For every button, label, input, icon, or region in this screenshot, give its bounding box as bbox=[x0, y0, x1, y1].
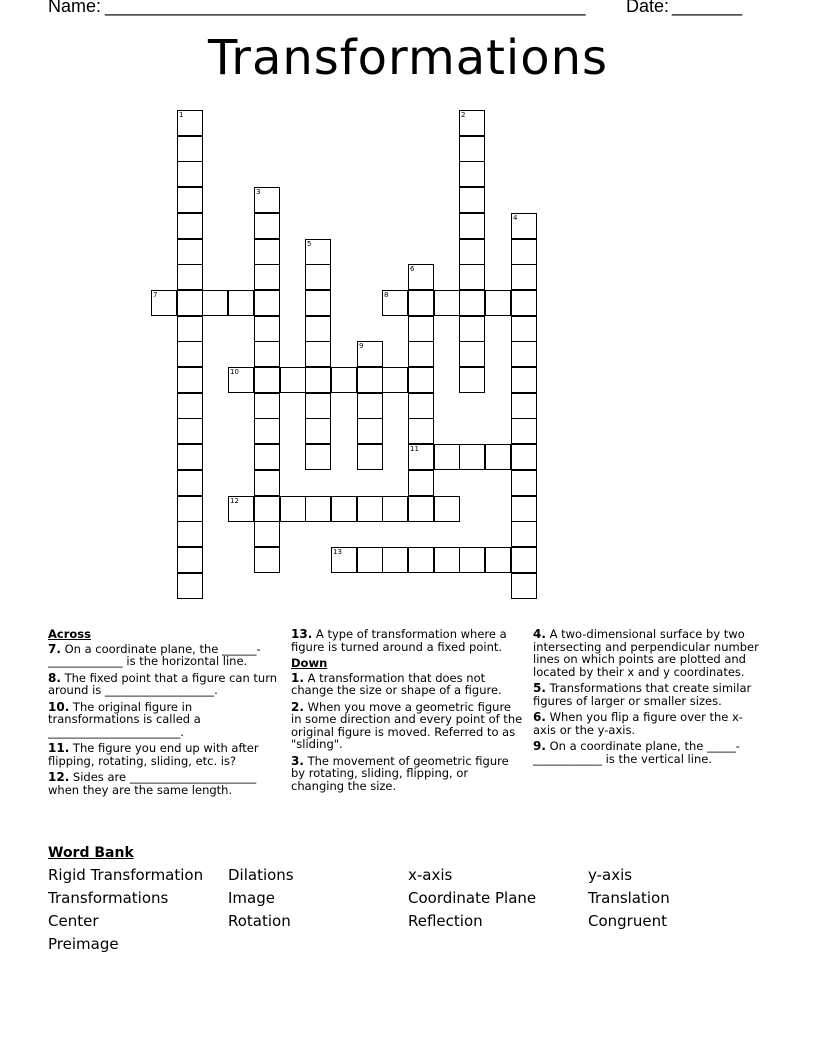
date-label: Date: bbox=[626, 0, 670, 16]
crossword-cell[interactable] bbox=[202, 290, 228, 316]
word-bank-item: y-axis bbox=[588, 866, 633, 884]
crossword-cell[interactable] bbox=[305, 496, 331, 522]
crossword-cell[interactable] bbox=[408, 496, 434, 522]
crossword-cell[interactable] bbox=[408, 547, 434, 573]
clue-number: 5 bbox=[307, 240, 312, 248]
clue-down-6: 6. When you flip a figure over the x-axis or the y-axis. bbox=[533, 710, 743, 737]
crossword-cell[interactable] bbox=[254, 290, 280, 316]
clue-across-8: 8. The fixed point that a figure can turn around is ___________________. bbox=[48, 670, 278, 697]
crossword-cell[interactable] bbox=[254, 418, 280, 444]
crossword-cell[interactable] bbox=[511, 341, 537, 367]
crossword-cell[interactable] bbox=[357, 367, 383, 393]
crossword-cell[interactable] bbox=[459, 316, 485, 342]
clue-number: 1 bbox=[179, 111, 184, 119]
crossword-cell[interactable] bbox=[151, 290, 177, 316]
crossword-cell[interactable] bbox=[485, 444, 511, 470]
clue-number: 11 bbox=[410, 445, 419, 453]
date-field[interactable]: _______ bbox=[672, 0, 743, 16]
clue-number: 9 bbox=[359, 342, 364, 350]
crossword-cell[interactable] bbox=[357, 444, 383, 470]
crossword-cell[interactable] bbox=[382, 547, 408, 573]
crossword-cell[interactable] bbox=[408, 444, 434, 470]
crossword-cell[interactable] bbox=[408, 393, 434, 419]
crossword-cell[interactable] bbox=[254, 496, 280, 522]
crossword-cell[interactable] bbox=[254, 316, 280, 342]
crossword-cell[interactable] bbox=[408, 367, 434, 393]
crossword-cell[interactable] bbox=[511, 290, 537, 316]
clue-number: 2 bbox=[461, 111, 466, 119]
crossword-cell[interactable] bbox=[408, 290, 434, 316]
crossword-cell[interactable] bbox=[382, 290, 408, 316]
crossword-cell[interactable] bbox=[511, 547, 537, 573]
crossword-cell[interactable] bbox=[254, 239, 280, 265]
crossword-cell[interactable] bbox=[254, 393, 280, 419]
name-field[interactable]: ________________________________________________ bbox=[105, 0, 586, 16]
clue-number: 10 bbox=[230, 368, 239, 376]
crossword-cell[interactable] bbox=[177, 444, 203, 470]
crossword-cell[interactable] bbox=[459, 547, 485, 573]
across-heading: Across bbox=[48, 627, 91, 641]
crossword-cell[interactable] bbox=[280, 367, 306, 393]
crossword-cell[interactable] bbox=[408, 341, 434, 367]
crossword-cell[interactable] bbox=[177, 521, 203, 547]
clue-number: 4 bbox=[513, 214, 518, 222]
crossword-cell[interactable] bbox=[177, 161, 203, 187]
clue-across-13: 13. A type of transformation where a figure is turned around a fixed point. bbox=[291, 627, 507, 654]
word-bank-item: Dilations bbox=[228, 866, 294, 884]
crossword-cell[interactable] bbox=[305, 393, 331, 419]
crossword-cell[interactable] bbox=[511, 239, 537, 265]
crossword-cell[interactable] bbox=[305, 367, 331, 393]
clues-column-1 bbox=[48, 628, 280, 800]
crossword-cell[interactable] bbox=[382, 496, 408, 522]
down-heading: Down bbox=[291, 656, 328, 670]
clue-down-3: 3. The movement of geometric figure by rotating, sliding, flipping, or changing the size. bbox=[291, 753, 509, 793]
crossword-cell[interactable] bbox=[254, 187, 280, 213]
clue-number: 3 bbox=[256, 188, 261, 196]
crossword-cell[interactable] bbox=[459, 187, 485, 213]
word-bank-item: Center bbox=[48, 912, 99, 930]
crossword-cell[interactable] bbox=[459, 341, 485, 367]
crossword-cell[interactable] bbox=[254, 521, 280, 547]
crossword-cell[interactable] bbox=[177, 418, 203, 444]
crossword-cell[interactable] bbox=[459, 264, 485, 290]
clue-across-7: 7. On a coordinate plane, the ______-_____________ is the horizontal line. bbox=[48, 641, 261, 668]
crossword-cell[interactable] bbox=[331, 547, 357, 573]
crossword-cell[interactable] bbox=[357, 393, 383, 419]
crossword-cell[interactable] bbox=[177, 367, 203, 393]
clue-across-11: 11. The figure you end up with after flipping, rotating, sliding, etc. is? bbox=[48, 741, 259, 768]
crossword-cell[interactable] bbox=[254, 367, 280, 393]
crossword-cell[interactable] bbox=[434, 547, 460, 573]
word-bank-item: Congruent bbox=[588, 912, 667, 930]
crossword-cell[interactable] bbox=[177, 187, 203, 213]
crossword-cell[interactable] bbox=[305, 264, 331, 290]
clue-number: 8 bbox=[384, 291, 389, 299]
crossword-cell[interactable] bbox=[177, 213, 203, 239]
clues-column-2 bbox=[291, 628, 523, 796]
clue-down-9: 9. On a coordinate plane, the _____-____________ is the vertical line. bbox=[533, 739, 740, 766]
crossword-cell[interactable] bbox=[357, 547, 383, 573]
crossword-cell[interactable] bbox=[177, 110, 203, 136]
crossword-cell[interactable] bbox=[177, 316, 203, 342]
crossword-cell[interactable] bbox=[511, 213, 537, 239]
word-bank-item: Transformations bbox=[48, 889, 169, 907]
crossword-cell[interactable] bbox=[511, 264, 537, 290]
crossword-cell[interactable] bbox=[177, 547, 203, 573]
crossword-cell[interactable] bbox=[459, 136, 485, 162]
crossword-cell[interactable] bbox=[485, 547, 511, 573]
clue-number: 6 bbox=[410, 265, 415, 273]
crossword-cell[interactable] bbox=[305, 316, 331, 342]
clue-number: 13 bbox=[333, 548, 342, 556]
word-bank-item: Preimage bbox=[48, 935, 119, 953]
crossword-cell[interactable] bbox=[459, 290, 485, 316]
clues-column-3 bbox=[533, 628, 765, 769]
crossword-cell[interactable] bbox=[459, 444, 485, 470]
crossword-cell[interactable] bbox=[177, 341, 203, 367]
crossword-cell[interactable] bbox=[177, 393, 203, 419]
crossword-cell[interactable] bbox=[228, 290, 254, 316]
crossword-cell[interactable] bbox=[434, 444, 460, 470]
crossword-cell[interactable] bbox=[254, 213, 280, 239]
crossword-cell[interactable] bbox=[459, 367, 485, 393]
crossword-cell[interactable] bbox=[177, 496, 203, 522]
crossword-cell[interactable] bbox=[254, 264, 280, 290]
crossword-cell[interactable] bbox=[459, 110, 485, 136]
word-bank bbox=[48, 866, 768, 954]
crossword-cell[interactable] bbox=[305, 341, 331, 367]
crossword-cell[interactable] bbox=[408, 470, 434, 496]
word-bank-item: Rotation bbox=[228, 912, 291, 930]
crossword-cell[interactable] bbox=[305, 290, 331, 316]
crossword-cell[interactable] bbox=[177, 470, 203, 496]
crossword-cell[interactable] bbox=[177, 264, 203, 290]
crossword-cell[interactable] bbox=[177, 573, 203, 599]
crossword-cell[interactable] bbox=[382, 367, 408, 393]
crossword-cell[interactable] bbox=[331, 496, 357, 522]
crossword-cell[interactable] bbox=[459, 239, 485, 265]
word-bank-title: Word Bank bbox=[48, 845, 134, 861]
crossword-cell[interactable] bbox=[511, 393, 537, 419]
crossword-cell[interactable] bbox=[511, 367, 537, 393]
crossword-cell[interactable] bbox=[511, 573, 537, 599]
clue-across-12: 12. Sides are ______________________ when they are the same length. bbox=[48, 770, 257, 797]
word-bank-item: Coordinate Plane bbox=[408, 889, 537, 907]
crossword-cell[interactable] bbox=[357, 418, 383, 444]
crossword-cell[interactable] bbox=[305, 444, 331, 470]
crossword-cell[interactable] bbox=[280, 496, 306, 522]
crossword-cell[interactable] bbox=[177, 290, 203, 316]
word-bank-item: Image bbox=[228, 889, 275, 907]
crossword-cell[interactable] bbox=[511, 496, 537, 522]
clue-number: 7 bbox=[153, 291, 158, 299]
clue-down-4: 4. A two-dimensional surface by two intersecting and perpendicular number lines on which points are plotted and located by their x and y coordinates. bbox=[533, 627, 759, 679]
crossword-cell[interactable] bbox=[331, 367, 357, 393]
crossword-cell[interactable] bbox=[228, 496, 254, 522]
crossword-cell[interactable] bbox=[228, 367, 254, 393]
crossword-cell[interactable] bbox=[408, 264, 434, 290]
crossword-cell[interactable] bbox=[357, 341, 383, 367]
crossword-cell[interactable] bbox=[305, 239, 331, 265]
crossword-cell[interactable] bbox=[254, 444, 280, 470]
crossword-cell[interactable] bbox=[511, 316, 537, 342]
crossword-cell[interactable] bbox=[459, 161, 485, 187]
clue-down-2: 2. When you move a geometric figure in some direction and every point of the original figure is moved. Referred to as "sliding". bbox=[291, 699, 523, 751]
crossword-cell[interactable] bbox=[408, 418, 434, 444]
page-title: Transformations bbox=[207, 30, 609, 86]
crossword-cell[interactable] bbox=[177, 136, 203, 162]
crossword-cell[interactable] bbox=[511, 444, 537, 470]
crossword-cell[interactable] bbox=[177, 239, 203, 265]
crossword-cell[interactable] bbox=[511, 470, 537, 496]
crossword-cell[interactable] bbox=[485, 290, 511, 316]
clue-down-1: 1. A transformation that does not change the size or shape of a figure. bbox=[291, 670, 502, 697]
crossword-cell[interactable] bbox=[408, 316, 434, 342]
clue-across-10: 10. The original figure in transformations is called a _______________________. bbox=[48, 699, 201, 739]
word-bank-item: x-axis bbox=[408, 866, 453, 884]
crossword-cell[interactable] bbox=[254, 547, 280, 573]
crossword-cell[interactable] bbox=[254, 470, 280, 496]
clue-down-5: 5. Transformations that create similar figures of larger or smaller sizes. bbox=[533, 681, 752, 708]
crossword-cell[interactable] bbox=[511, 521, 537, 547]
name-label: Name: bbox=[48, 0, 102, 16]
crossword-cell[interactable] bbox=[254, 341, 280, 367]
crossword-cell[interactable] bbox=[434, 496, 460, 522]
crossword-cell[interactable] bbox=[305, 418, 331, 444]
word-bank-item: Reflection bbox=[408, 912, 483, 930]
crossword-cell[interactable] bbox=[434, 290, 460, 316]
word-bank-item: Rigid Transformation bbox=[48, 866, 204, 884]
crossword-cell[interactable] bbox=[459, 213, 485, 239]
word-bank-item: Translation bbox=[588, 889, 670, 907]
crossword-cell[interactable] bbox=[357, 496, 383, 522]
crossword-cell[interactable] bbox=[511, 418, 537, 444]
clue-number: 12 bbox=[230, 497, 239, 505]
